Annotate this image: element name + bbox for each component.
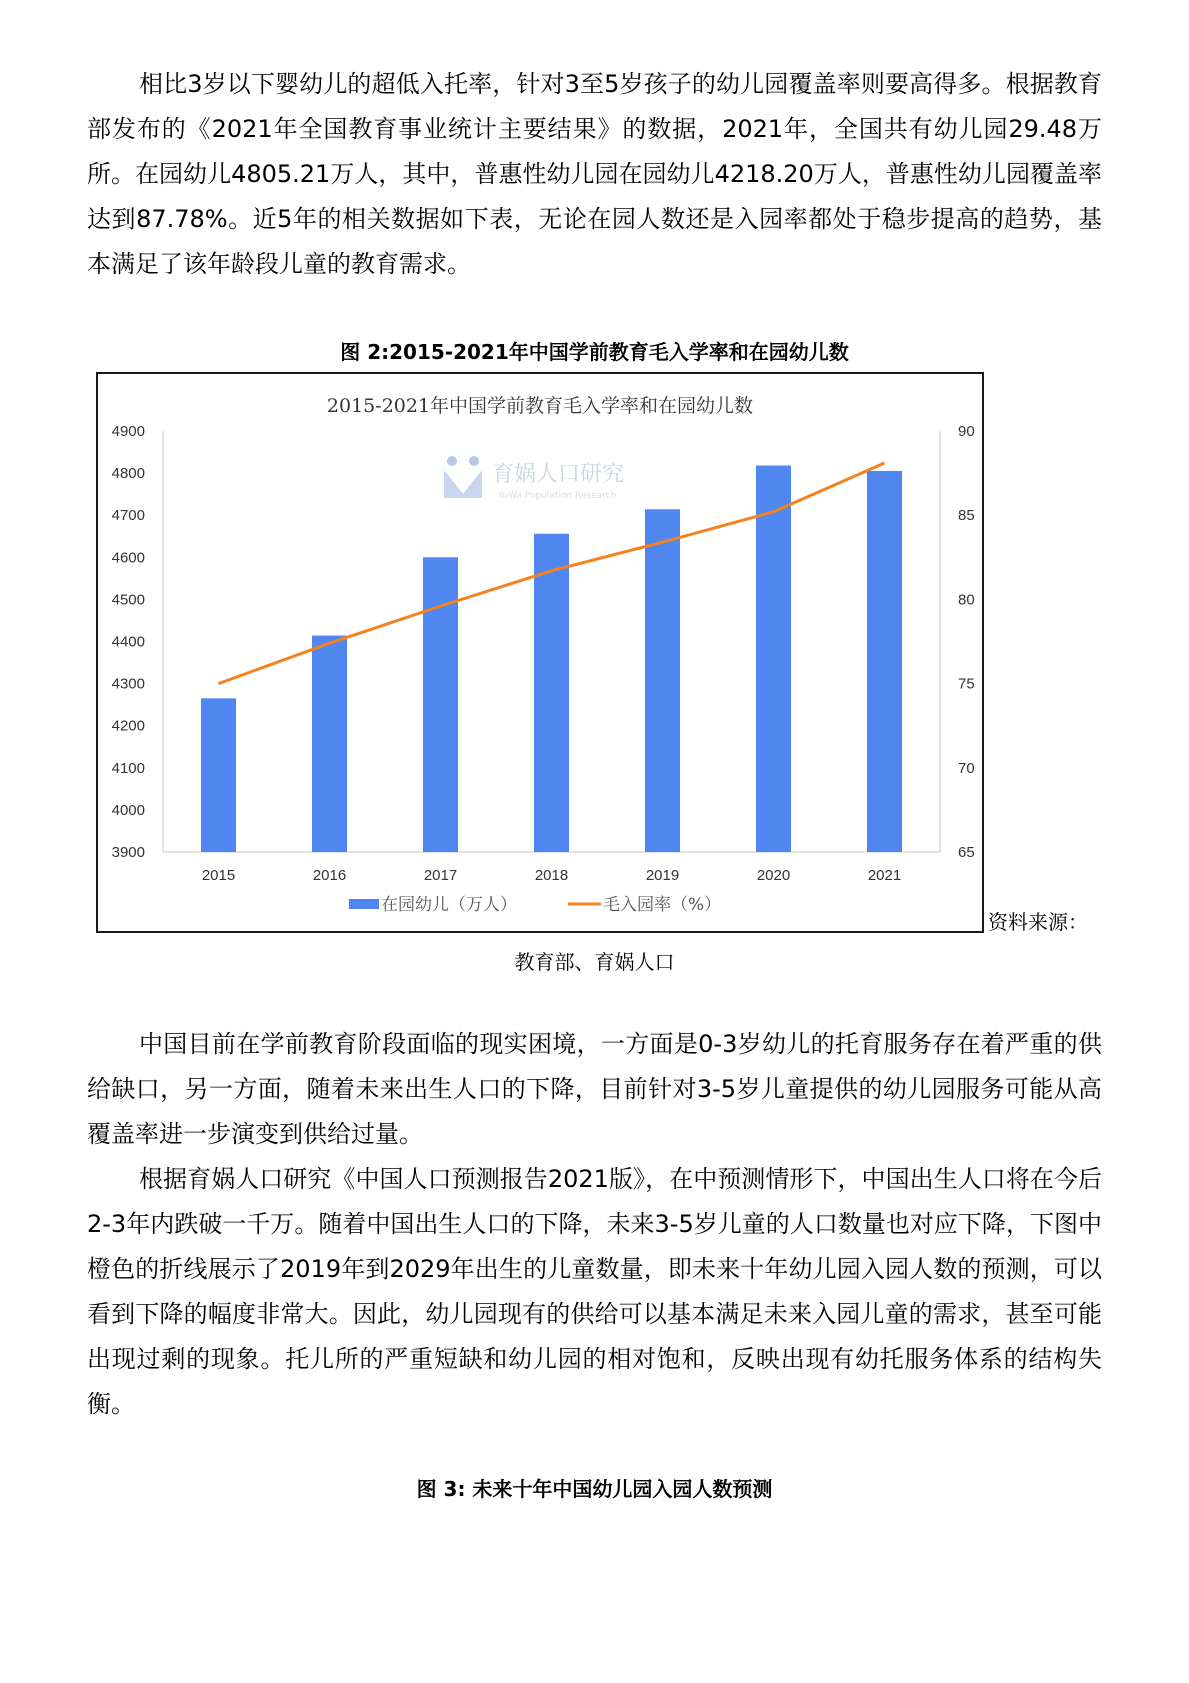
y-right-tick-label: 70 bbox=[958, 759, 975, 777]
y-right-tick-label: 80 bbox=[958, 591, 975, 609]
chart-legend bbox=[349, 895, 721, 915]
source-label: 资料来源： bbox=[988, 910, 1088, 934]
figure-2-caption: 图 2:2015-2021年中国学前教育毛入学率和在园幼儿数 bbox=[340, 340, 849, 364]
y-left-tick-label: 4300 bbox=[111, 675, 145, 693]
x-tick-label: 2017 bbox=[423, 867, 458, 884]
chart-title: 2015-2021年中国学前教育毛入学率和在园幼儿数 bbox=[326, 395, 754, 417]
watermark-dot-right bbox=[469, 456, 479, 466]
intro-paragraph: 相比3岁以下婴幼儿的超低入托率，针对3至5岁孩子的幼儿园覆盖率则要高得多。根据教育部发布的《2021年全国教育事业统计主要结果》的数据，2021年，全国共有幼儿园29.48万所。在园幼儿4805.21万人，其中，普惠性幼儿园在园幼儿4218.20万人，普惠性幼儿园覆盖率达到87.78%。近5年的相关数据如下表，无论在园人数还是入园率都处于稳步提高的趋势，基本满足了该年龄段儿童的教育需求。 bbox=[87, 70, 1102, 278]
y-right-tick-label: 75 bbox=[958, 675, 975, 693]
y-left-tick-label: 4500 bbox=[111, 591, 145, 609]
legend-bar-label: 在园幼儿（万人） bbox=[381, 895, 517, 915]
bar-series bbox=[201, 466, 902, 852]
x-tick-label: 2020 bbox=[756, 867, 791, 884]
y-left-tick-label: 4000 bbox=[111, 801, 145, 819]
y-left-tick-label: 4200 bbox=[111, 717, 145, 735]
legend-line-label: 毛入园率（%） bbox=[603, 895, 722, 915]
second-paragraph: 中国目前在学前教育阶段面临的现实困境，一方面是0-3岁幼儿的托育服务存在着严重的供给缺口，另一方面，随着未来出生人口的下降，目前针对3-5岁儿童提供的幼儿园服务可能从高覆盖率进一步演变到供给过量。 bbox=[87, 1030, 1102, 1148]
y-right-tick-label: 85 bbox=[958, 507, 975, 525]
third-paragraph: 根据育娲人口研究《中国人口预测报告2021版》，在中预测情形下，中国出生人口将在今后2-3年内跌破一千万。随着中国出生人口的下降，未来3-5岁儿童的人口数量也对应下降，下图中橙色的折线展示了2019年到2029年出生的儿童数量，即未来十年幼儿园入园人数的预测，可以看到下降的幅度非常大。因此，幼儿园现有的供给可以基本满足未来入园儿童的需求，甚至可能出现过剩的现象。托儿所的严重短缺和幼儿园的相对饱和，反映出现有幼托服务体系的结构失衡。 bbox=[87, 1165, 1102, 1418]
watermark-mark bbox=[444, 470, 482, 498]
y-right-tick-label: 65 bbox=[958, 844, 975, 861]
y-left-tick-label: 4100 bbox=[111, 759, 145, 777]
y-left-tick-label: 4800 bbox=[111, 465, 145, 483]
bar-2020 bbox=[756, 466, 791, 852]
watermark-logo bbox=[444, 456, 624, 501]
y-left-tick-label: 4700 bbox=[111, 507, 145, 525]
bar-2018 bbox=[534, 534, 569, 852]
x-axis-ticks bbox=[202, 867, 901, 884]
legend-bar-swatch bbox=[349, 899, 379, 909]
chart-canvas bbox=[98, 374, 982, 931]
x-tick-label: 2021 bbox=[867, 867, 902, 884]
y-axis-left-ticks bbox=[112, 423, 145, 861]
bar-2019 bbox=[645, 509, 680, 852]
y-left-tick-label: 4900 bbox=[111, 423, 145, 440]
figure-2-chart bbox=[96, 372, 984, 933]
source-names: 教育部、育娲人口 bbox=[514, 950, 675, 974]
bar-2021 bbox=[867, 471, 902, 852]
y-left-tick-label: 4600 bbox=[111, 549, 145, 567]
bar-2015 bbox=[201, 698, 236, 852]
watermark-subtitle: YuWa Population Research bbox=[498, 491, 617, 501]
y-left-tick-label: 4400 bbox=[111, 633, 145, 651]
x-tick-label: 2018 bbox=[534, 867, 569, 884]
watermark-name: 育娲人口研究 bbox=[492, 462, 625, 487]
x-tick-label: 2019 bbox=[645, 867, 680, 884]
watermark-dot-left bbox=[447, 456, 457, 466]
y-right-tick-label: 90 bbox=[958, 423, 975, 440]
x-tick-label: 2016 bbox=[312, 867, 347, 884]
bar-2016 bbox=[312, 636, 347, 852]
x-tick-label: 2015 bbox=[201, 867, 236, 884]
figure-3-caption: 图 3: 未来十年中国幼儿园入园人数预测 bbox=[416, 1477, 773, 1501]
y-axis-right-ticks bbox=[958, 423, 975, 861]
y-left-tick-label: 3900 bbox=[111, 844, 145, 861]
